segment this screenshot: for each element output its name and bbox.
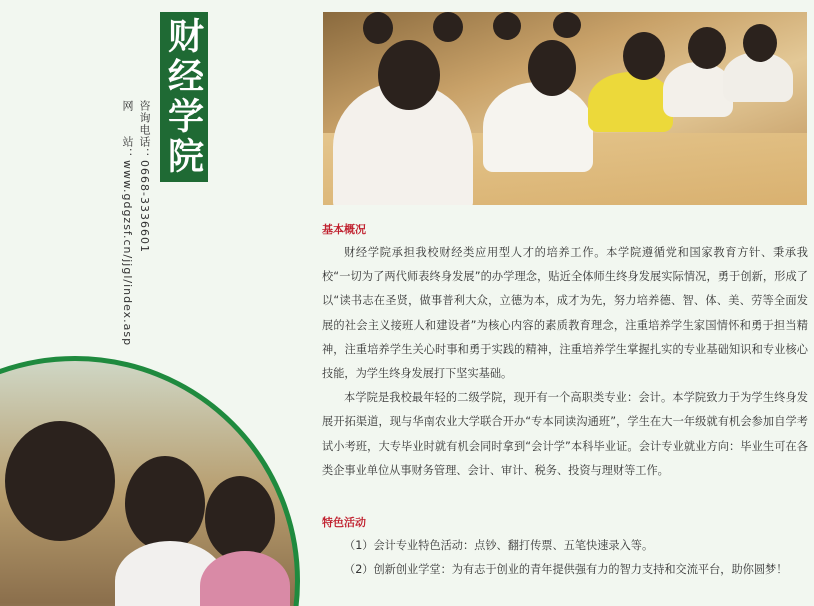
overview-paragraph-2: 本学院是我校最年轻的二级学院，现开有一个高职类专业：会计。本学院致力于为学生终身发展开拓渠道，现与华南农业大学联合开办“专本同读沟通班”，学生在大一年级就有机会参加自学考试小考班，大专毕业时就有机会同时拿到“会计学”本科毕业证。会计专业就业方向：毕业生可在各类企事业单位从事财务管理、会计、审计、税务、投资与理财等工作。 — [322, 391, 808, 477]
students-photo — [0, 356, 300, 606]
photo-student-head — [378, 40, 440, 110]
overview-section — [322, 221, 808, 483]
photo-student-head — [433, 12, 463, 42]
photo-student-head — [553, 12, 581, 38]
classroom-photo — [323, 12, 807, 205]
page-title: 财经学院 — [160, 12, 208, 182]
phone-number: 0668-3336601 — [138, 160, 151, 253]
photo-student-head — [205, 476, 275, 561]
photo-student-head — [493, 12, 521, 40]
activity-item: （1）会计专业特色活动：点钞、翻打传票、五笔快速录入等。 — [344, 539, 654, 552]
photo-student-head — [688, 27, 726, 69]
photo-student-head — [125, 456, 205, 551]
phone-label: 咨询电话： — [138, 100, 151, 160]
overview-paragraph-1: 财经学院承担我校财经类应用型人才的培养工作。本学院遵循党和国家教育方针、秉承我校“一切为了两代师表终身发展”的办学理念，贴近全体师生终身发展实际情况，勇于创新，形成了以“读书志在圣贤，做事普利大众，立德为本，成才为先，努力培养德、智、体、美、劳等全面发展的社会主义接班人和建设者”为核心内容的素质教育理念，注重培养学生家国情怀和勇于担当精神，注重培养学生关心时事和勇于实践的精神，注重培养学生掌握扎实的专业基础知识和专业核心技能，为学生终身发展打下坚实基础。 — [322, 246, 808, 381]
photo-student-head — [5, 421, 115, 541]
overview-heading: 基本概况 — [322, 223, 366, 236]
contact-phone — [136, 100, 152, 253]
photo-student-head — [363, 12, 393, 44]
website-url: www.gdgzsf.cn/jjgl/index.asp — [121, 160, 134, 347]
activities-heading: 特色活动 — [322, 516, 366, 529]
photo-student-head — [743, 24, 777, 62]
website-label: 网 站： — [121, 100, 134, 160]
contact-website — [119, 100, 135, 346]
photo-student — [483, 82, 593, 172]
activities-section — [322, 514, 808, 582]
photo-student-head — [528, 40, 576, 96]
photo-student — [588, 72, 673, 132]
activity-item: （2）创新创业学堂：为有志于创业的青年提供强有力的智力支持和交流平台，助你圆梦！ — [344, 563, 788, 576]
photo-student-head — [623, 32, 665, 80]
